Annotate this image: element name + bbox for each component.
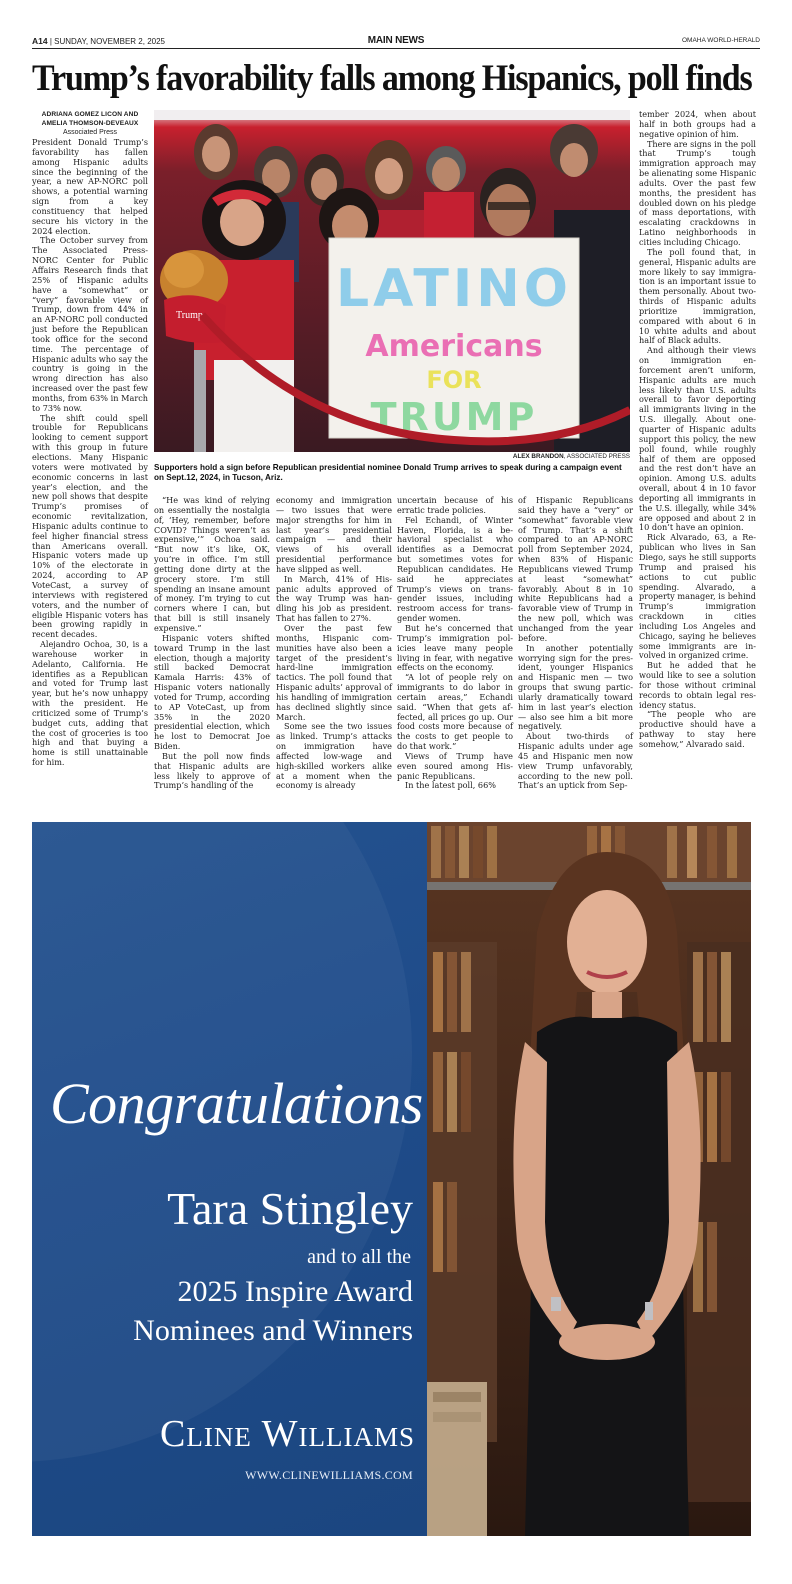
svg-text:FOR: FOR (426, 366, 482, 394)
folio-separator: | (49, 37, 52, 46)
paragraph: Hispanic voters shifted toward Trump in the last election, though a majority still backed Democrat Kamala Harris: 43% of Hispanic voters nationally voted for Trump, according to AP VoteCast, up from 35% in the 2020 presidential election, which he lost to Democrat Joe Biden. (154, 632, 270, 752)
ad-portrait-photo (427, 822, 751, 1536)
publication-name: OMAHA WORLD-HERALD (681, 37, 760, 44)
section-name: MAIN NEWS (367, 35, 425, 46)
ad-award-line-1: 2025 Inspire Award (177, 1275, 413, 1308)
author-line-2: AMELIA THOMSON-DEVEAUX (41, 120, 139, 127)
latino-americans-for-trump-sign (329, 238, 579, 439)
paragraph: The poll found that, in general, Hispanic adults are more likely to say immigration is an important issue to them personally. About two-thirds of Hispanic adults prioritize immigration, compared with about 6 in 10 white adults and about half of Black adults. (639, 246, 756, 346)
ad-website-link[interactable]: WWW.CLINEWILLIAMS.COM (245, 1468, 413, 1482)
paragraph: Rick Alvarado, 63, a Republican who lives in San Diego, says he still supports Trump and praised his actions to cut public spending. Alvarado, a property manager, is behind Trump’s immigration crackdown in cities including Los Angeles and Chicago, saying he believes some immigrants are involved in organized crime. (639, 532, 756, 661)
portrait-illustration (427, 822, 751, 1536)
paragraph: In the latest poll, 66% (405, 780, 496, 791)
paragraph: There are signs in the poll that Trump’s tough immigration approach may be alienating some Hispanic adults. Over the past few months, the president has doubled down on his pledge of mass deportations, with escalating crackdowns in Latino neighborhoods in cities including Chicago. (639, 138, 756, 247)
page-header (32, 36, 760, 49)
byline-authors (32, 110, 148, 128)
paragraph: Over the past few months, Hispanic communities have also been a target of the president’s hard-line immigration tactics. The poll found that Hispanic adults’ approval of his handling of immigration has declined slightly since March. (276, 622, 392, 722)
paragraph: The shift could spell trouble for Republicans looking to cement support with this group in future elections. Many Hispanic voters were motivated by economic concerns in last year’s election, and the new poll shows that despite Trump’s promises of economic revitalization, Hispanic adults continue to feel higher financial stress than Americans overall. Hispanic voters made up 10% of the electorate in 2024, according to AP VoteCast, a survey of interviews with registered voters, and the number of eligible Hispanic voters has been growing rapidly in recent decades. (32, 412, 148, 640)
article-column-2 (154, 496, 270, 791)
paragraph: economy and immigration — two issues that were major strengths for him in last year’s presidential campaign — and their views of his overall presidential performance have slipped as well. (276, 495, 392, 574)
svg-text:TRUMP: TRUMP (370, 395, 538, 439)
cline-williams-advertisement (32, 822, 751, 1536)
photographer-name: ALEX BRANDON (512, 453, 564, 460)
ad-firm-name: Cline Williams (160, 1413, 415, 1455)
issue-date: SUNDAY, NOVEMBER 2, 2025 (54, 37, 165, 46)
paragraph: Alejandro Ochoa, 30, is a warehouse worker in Adelanto, California. He identifies as a Republican and voted for Trump last year, but he’s now unhappy with the president. He criticized some of Trump’s budget cuts, adding that the cost of groceries is too high and that buying a home is still unattainable for him. (32, 639, 148, 768)
photo-credit (154, 453, 630, 460)
article-photo (154, 110, 630, 452)
svg-text:LATINO: LATINO (336, 259, 572, 319)
paragraph: In March, 41% of Hispanic adults approved of the way Trump was handling his job as president. That has fallen to 27%. (276, 573, 392, 624)
hat-text: Trump (176, 310, 203, 321)
paragraph: About two-thirds of Hispanic adults under age 45 and Hispanic men now view Trump unfavorably, according to the new poll. That’s an uptick from Sep- (518, 731, 633, 791)
paragraph: tember 2024, when about half in both groups had a negative opinion of him. (639, 109, 756, 139)
paragraph: And although their views on immigration enforcement aren’t uniform, Hispanic adults are much less likely than U.S. adults overall to favor deporting all immigrants living in the U.S. illegally. About one-quarter of Hispanic adults support this policy, the new poll found, while roughly half of them are opposed and the rest don’t have an opinion. Among U.S. adults overall, about 4 in 10 favor deporting all immigrants in the U.S. illegally, while 34% are opposed and about 2 in 10 don’t have an opinion. (639, 345, 756, 533)
decorative-arc (32, 822, 412, 1462)
paragraph: uncertain because of his erratic trade policies. (397, 495, 513, 515)
paragraph: But he added that he would like to see a solution for those without criminal records to obtain legal residency status. (639, 660, 756, 710)
article-column-1 (32, 110, 148, 768)
paragraph: But the poll now finds that Hispanic adults are less likely to approve of Trump’s handling of the (154, 750, 270, 791)
paragraph: But he’s concerned that Trump’s immigration policies leave many people living in fear, with negative effects on the economy. (397, 622, 513, 673)
byline-agency: Associated Press (62, 129, 118, 136)
article-column-5 (518, 496, 633, 791)
page-number: A14 (32, 36, 48, 46)
ad-connector-text: and to all the (307, 1246, 411, 1268)
paragraph: Some see the two issues as linked. Trump’s attacks on immigration have affected low-wage and high-skilled workers alike at a moment when the economy is already (276, 721, 392, 791)
article-headline: Trump’s favorability falls among Hispanics, poll finds (32, 57, 752, 98)
ad-award-line-2: Nominees and Winners (133, 1314, 413, 1347)
paragraph: Views of Trump have even soured among Hispanic Republicans. (397, 750, 513, 781)
paragraph: “The people who are productive should have a pathway to stay here somehow,” Alvarado said. (639, 709, 756, 749)
photo-agency: , ASSOCIATED PRESS (563, 453, 630, 460)
paragraph: “He was kind of relying on essentially the nostalgia of, ‘Hey, remember, before COVID? Things weren’t as expensive,’” Ochoa said. “But now it’s like, OK, you’re in office. I’m still getting done dirty at the grocery store. I’m still spending an insane amount of money. I’m trying to cut corners where I can, but that bill is still insanely expensive.” (154, 495, 270, 633)
rally-photo-illustration (154, 110, 630, 452)
author-line-1: ADRIANA GOMEZ LICON AND (41, 111, 139, 118)
paragraph: of Hispanic Republicans said they have a “very” or “somewhat” favorable view of Trump. That’s a shift compared to an AP-NORC poll from September 2024, when 83% of Hispanic Republicans viewed Trump at least “somewhat” favorably. About 8 in 10 white Republicans had a favorable view of Trump in the new poll, which was unchanged from the year before. (518, 495, 633, 643)
ad-text-panel (32, 822, 427, 1536)
ad-congratulations-heading: Congratulations (50, 1071, 423, 1136)
ad-honoree-name: Tara Stingley (167, 1183, 413, 1234)
paragraph: Fel Echandi, of Winter Haven, Florida, is a behavioral specialist who identifies as a Democrat but sometimes votes for Republican candidates. He said he appreciates Trump’s views on transgender issues, including restroom access for transgender women. (397, 514, 513, 624)
article-column-3 (276, 496, 392, 791)
article-column-4 (397, 496, 513, 791)
photo-caption: Supporters hold a sign before Republican presidential nominee Donald Trump arrives to speak during a campaign event on Sept.12, 2024, in Tucson, Ariz. (154, 463, 622, 482)
paragraph: In another potentially worrying sign for the president, younger Hispanics and Hispanic men — two groups that swung particularly dramatically toward him in last year’s election — also see him a bit more negatively. (518, 642, 633, 732)
paragraph: “A lot of people rely on immigrants to do labor in certain areas,” Echandi said. “When that gets affected, all prices go up. Our food costs more because of the costs to get people to do that work.” (397, 672, 513, 752)
paragraph: The October survey from The Associated Press-NORC Center for Public Affairs Research finds that 25% of Hispanic adults have a “somewhat” or “very” favorable view of Trump, down from 44% in an AP-NORC poll conducted just before the Republican took office for the second time. The percentage of Hispanic adults who say the country is going in the wrong direction has also increased over the past few months, from 63% in March to 73% now. (32, 235, 148, 413)
article-column-6 (639, 110, 756, 750)
paragraph: President Donald Trump’s favorability has fallen among Hispanic adults since the beginning of the year, a new AP-NORC poll shows, a potential warning sign from a key constituency that helped secure his victory in the 2024 election. (32, 137, 148, 236)
svg-text:Americans: Americans (365, 329, 543, 364)
